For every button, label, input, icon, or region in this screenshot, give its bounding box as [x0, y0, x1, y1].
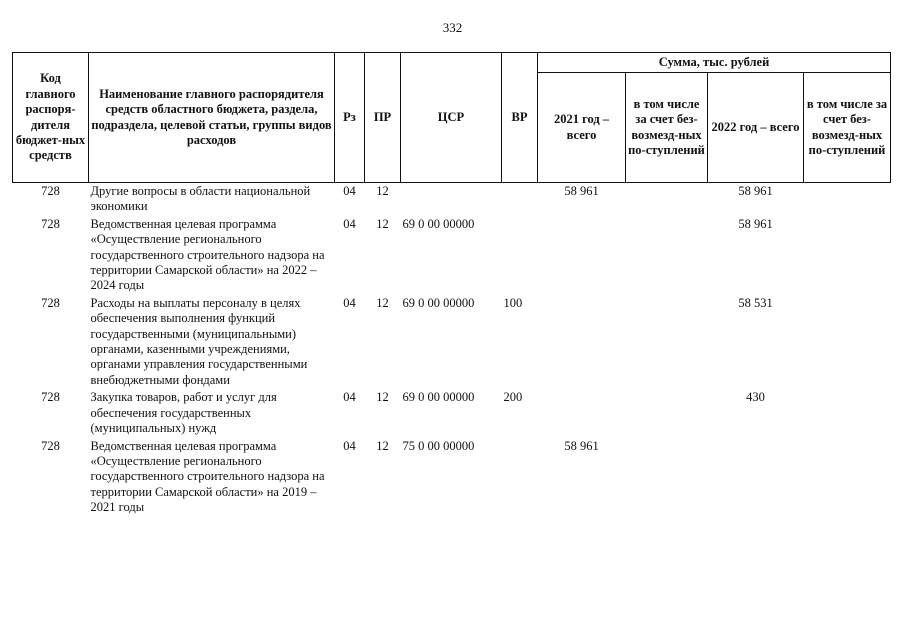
cell-vr: 200	[503, 390, 523, 405]
cell-pr: 12	[376, 438, 389, 453]
table-row	[13, 183, 891, 216]
cell-2022-total: 58 961	[738, 184, 773, 198]
cell-pr: 12	[376, 295, 389, 310]
cell-pr: 12	[376, 390, 389, 405]
cell-2022-free	[804, 438, 891, 517]
cell-code: 728	[41, 216, 60, 231]
table-body	[13, 183, 891, 517]
cell-2021-free	[626, 216, 708, 295]
cell-rz: 04	[343, 184, 356, 198]
header-name: Наименование главного распорядителя средств областного бюджета, раздела, подраздела, целевой статьи, группы видов расходов	[89, 53, 335, 183]
cell-2021-free	[626, 438, 708, 517]
page-number: 332	[442, 20, 463, 35]
cell-code: 728	[41, 438, 60, 453]
table-header	[13, 53, 891, 183]
table-row	[13, 295, 891, 389]
cell-csr: 69 0 00 00000	[402, 390, 475, 405]
cell-csr: 69 0 00 00000	[402, 295, 475, 310]
cell-name: Закупка товаров, работ и услуг для обеспечения государственных (муниципальных) нужд	[90, 390, 277, 436]
cell-rz: 04	[343, 216, 356, 231]
cell-2021-total: 58 961	[564, 184, 599, 198]
header-vr: ВР	[502, 53, 538, 183]
table-row	[13, 389, 891, 437]
cell-name: Ведомственная целевая программа «Осуществление регионального государственного строительного надзора на территории Самарской области» на 2019 – 2021 годы	[90, 438, 325, 515]
cell-csr	[401, 183, 502, 216]
cell-csr: 69 0 00 00000	[402, 216, 475, 231]
cell-2022-free	[804, 216, 891, 295]
header-2022-total: 2022 год – всего	[708, 73, 804, 183]
header-rz: Рз	[335, 53, 365, 183]
cell-2021-total	[538, 389, 626, 437]
cell-2022-total: 430	[746, 390, 765, 405]
cell-csr: 75 0 00 00000	[402, 438, 475, 453]
cell-2022-free	[804, 183, 891, 216]
cell-2021-free	[626, 183, 708, 216]
cell-code: 728	[41, 295, 60, 310]
header-2022-free: в том числе за счет без-возмезд-ных по-ступлений	[804, 73, 891, 183]
table-row	[13, 216, 891, 295]
table-row	[13, 438, 891, 517]
cell-2021-total	[538, 295, 626, 389]
header-2021-free: в том числе за счет без-возмезд-ных по-ступлений	[626, 73, 708, 183]
cell-2022-free	[804, 389, 891, 437]
cell-vr	[502, 216, 538, 295]
cell-rz: 04	[343, 390, 356, 405]
cell-2022-total: 58 961	[738, 216, 773, 231]
cell-rz: 04	[343, 438, 356, 453]
cell-2022-total: 58 531	[738, 295, 773, 310]
cell-2021-free	[626, 295, 708, 389]
cell-2021-total: 58 961	[564, 438, 599, 453]
cell-code: 728	[41, 184, 60, 198]
cell-vr: 100	[503, 295, 523, 310]
header-pr: ПР	[365, 53, 401, 183]
header-sum-group: Сумма, тыс. рублей	[538, 53, 891, 73]
cell-vr	[502, 438, 538, 517]
cell-2021-total	[538, 216, 626, 295]
cell-name: Расходы на выплаты персоналу в целях обеспечения выполнения функций государственными (муниципальными) органами, казенными учреждениями, органами управления государственными внебюджетными фондами	[90, 295, 308, 387]
cell-pr: 12	[376, 184, 389, 198]
cell-pr: 12	[376, 216, 389, 231]
cell-rz: 04	[343, 295, 356, 310]
header-csr: ЦСР	[401, 53, 502, 183]
header-code: Код главного распоря-дителя бюджет-ных средств	[13, 53, 89, 183]
header-2021-total: 2021 год – всего	[538, 73, 626, 183]
cell-2022-total	[708, 438, 804, 517]
budget-table	[12, 52, 891, 517]
cell-2021-free	[626, 389, 708, 437]
cell-name: Другие вопросы в области национальной экономики	[90, 184, 311, 214]
cell-vr	[502, 183, 538, 216]
cell-code: 728	[41, 390, 60, 405]
cell-2022-free	[804, 295, 891, 389]
cell-name: Ведомственная целевая программа «Осуществление регионального государственного строительного надзора на территории Самарской области» на 2022 – 2024 годы	[90, 216, 325, 293]
